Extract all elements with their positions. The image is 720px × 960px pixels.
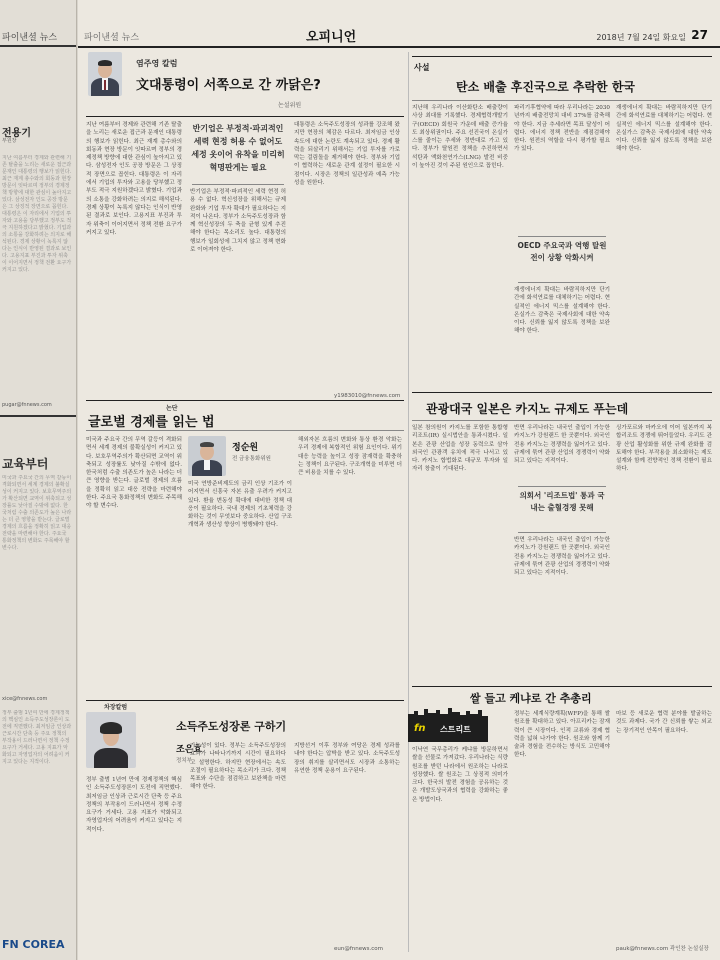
editorial2-body-a: 일본 참의원이 카지노를 포함한 통합형 리조트(IR) 실시법안을 통과시켰다. 일본은 관광 산업을 성장 동력으로 삼아 외국인 관광객 유치에 적극 나서고 있다. 카지노 합법화로 대규모 투자와 일자리 창출이 기대된다. bbox=[412, 425, 508, 473]
column1-top-rule bbox=[86, 116, 404, 117]
editorial1-top-rule bbox=[412, 56, 712, 57]
editorial2-body-c: 싱가포르와 마카오에 이어 일본까지 복합리조트 경쟁에 뛰어들었다. 우리도 관광 산업 활성화를 위한 규제 완화를 검토해야 한다. 부작용을 최소화하는 제도 설계와 함께 전향적인 정책 전환이 필요하다. bbox=[616, 425, 712, 473]
author-photo-1-hair bbox=[98, 60, 112, 66]
left-page-email-2: xice@fnnews.com bbox=[2, 696, 48, 702]
left-page-author: 전용기 bbox=[2, 128, 31, 139]
column2-title: 글로벌 경제를 읽는 법 bbox=[88, 415, 215, 430]
column3-author: 조은효 bbox=[176, 745, 203, 755]
column1-body-c: 대통령은 소득주도성장의 성과를 강조해 왔지만 현장의 체감은 다르다. 최저임금 인상 속도에 대한 논란도 계속되고 있다. 경제 활력을 되살리기 위해서는 기업 투자를 가로막는 걸림돌을 제거해야 한다. 정부와 기업이 협력하는 새로운 관계 설정이 필요한 시점이다. 시장은 정책의 일관성과 예측 가능성을 원한다. bbox=[294, 122, 400, 187]
column2-author: 정순원 bbox=[232, 443, 259, 453]
left-page-author-sub: 부원장 bbox=[2, 138, 17, 144]
editorial2-box: 의회서 '리조트법' 통과 국내는 출혈경쟁 못해 bbox=[519, 491, 605, 512]
author-photo-3-hair bbox=[100, 722, 122, 734]
fn-logo-text: 스트리트 bbox=[440, 725, 471, 734]
column1-pull-quote: 반기업은 부정적·파괴적인 세력 현정 허용 수 없어도 세정 옷이어 유착을 미리히 혁명판게는 필요 bbox=[191, 124, 285, 172]
fn-column-title: 쌀 들고 케냐로 간 추총리 bbox=[470, 692, 592, 705]
left-page-rule bbox=[0, 45, 76, 47]
masthead-section: 오피니언 bbox=[306, 30, 357, 45]
column3-body-a: 정부 출범 1년여 만에 경제정책의 핵심인 소득주도성장론이 도전에 직면했다. 최저임금 인상과 근로시간 단축 등 주요 정책의 부작용이 드러나면서 정책 수정 요구가 거세다. 고용 지표가 악화되고 자영업자의 어려움이 커지고 있다는 지적이다. bbox=[86, 777, 182, 833]
column1-body-a: 지난 여름부터 경제와 관련해 기존 탈출을 노리는 새로운 접근과 문재인 대통령의 행보가 읽힌다. 최근 재계 총수와의 회동과 현장 방문이 잇따르며 정부의 경제정책 방향에 대한 관심이 높아지고 있다. 삼성전자 인도 공장 방문은 그 상징적 장면으로 꼽힌다. 대통령은 이 자리에서 기업의 투자와 고용을 당부했고 정부도 적극 지원하겠다고 밝혔다. 기업과의 소통을 강화하려는 의지로 해석된다. 경제 상황이 녹록지 않다는 인식이 반영된 결과로 보인다. 고용지표 부진과 투자 위축이 이어지면서 정책 전환 요구가 커지고 있다. bbox=[86, 122, 182, 236]
column2-author-title: 전 금융통화위원 bbox=[232, 456, 271, 462]
fn-column-top-rule bbox=[412, 686, 712, 687]
column1-title: 文대통령이 서쪽으로 간 까닭은? bbox=[136, 78, 321, 93]
column2-kicker: 논단 bbox=[166, 405, 178, 412]
column2-body-b: 미국 연방준비제도의 금리 인상 기조가 이어지면서 신흥국 자본 유출 우려가 커지고 있다. 환율 변동성 확대에 대비한 정책 대응이 필요하다. 국내 경제의 기초체력을 강화하는 것이 무엇보다 중요하다. 산업 구조 개혁과 생산성 향상이 병행돼야 한다. bbox=[188, 481, 292, 529]
vertical-divider bbox=[408, 52, 409, 952]
author-photo-3 bbox=[86, 712, 136, 768]
author-photo-1 bbox=[88, 52, 122, 96]
masthead-paper-name: 파이낸셜 뉴스 bbox=[84, 33, 140, 43]
adjacent-page-strip bbox=[0, 0, 77, 960]
column1-email: y1983010@fnnews.com bbox=[334, 393, 401, 399]
column1-body-b: 반기업은 부정적·파괴적인 세력 현정 허용 수 없다. 혁신성장을 위해서는 규제 완화와 기업 투자 확대가 필요하다는 지적이 나온다. 정부가 소득주도성장과 함께 혁신성장의 두 축을 균형 있게 추진해야 한다는 목소리도 높다. 대통령의 행보가 일회성에 그치지 않고 정책 변화로 이어져야 한다. bbox=[190, 189, 286, 254]
fn-column-email: pauk@fnnews.com 곽인찬 논설실장 bbox=[616, 946, 709, 952]
editorial1-body-b: 파리기후협약에 따라 우리나라는 2030년까지 배출전망치 대비 37%를 감축해야 한다. 지금 추세라면 목표 달성이 어렵다. 에너지 정책 전반을 재점검해야 한다. 원전의 역할을 다시 평가할 필요가 있다. bbox=[514, 105, 610, 153]
masthead bbox=[78, 26, 720, 48]
editorial2-box-rule-top bbox=[518, 486, 606, 487]
editorial1-body-a: 지난해 우리나라 이산화탄소 배출량이 사상 최대를 기록했다. 경제협력개발기구(OECD) 회원국 가운데 배출 증가율도 최상위권이다. 주요 선진국이 온실가스를 줄이는 추세와 정반대로 가고 있다. 정부가 탈원전 정책을 추진하면서 석탄과 액화천연가스(LNG) 발전 비중이 높아진 것이 주된 원인으로 꼽힌다. bbox=[412, 105, 508, 170]
fn-column-body-c: 마보 등 새로운 협력 분야를 발굴하는 것도 과제다. 국가 간 신뢰를 쌓는 외교는 장기적인 안목이 필요하다. bbox=[616, 711, 712, 734]
masthead-date: 2018년 7월 24일 화요일 bbox=[596, 33, 686, 42]
left-page-rule-2 bbox=[0, 415, 76, 417]
column3-email: eun@fnnews.com bbox=[334, 946, 384, 952]
editorial1-box-rule-top bbox=[518, 236, 606, 237]
left-page-text-c: 정부 출범 1년여 만에 경제정책의 핵심인 소득주도성장론이 도전에 직면했다. 최저임금 인상과 근로시간 단축 등 주요 정책의 부작용이 드러나면서 정책 수정 요구가 거세다. 고용 지표가 악화되고 자영업자의 어려움이 커지고 있다는 지적이다. bbox=[2, 710, 72, 765]
column2-body-a: 미국과 주요국 간의 무역 갈등이 격화되면서 세계 경제의 불확실성이 커지고 있다. 보호무역주의가 확산되면 교역이 위축되고 성장률도 낮아질 수밖에 없다. 한국처럼 수출 의존도가 높은 나라는 더 큰 영향을 받는다. 글로벌 경제의 흐름을 정확히 읽고 대응 전략을 마련해야 한다. 주요국 통화정책의 변화도 주목해야 할 변수다. bbox=[86, 437, 182, 510]
column1-kicker: 염주영 칼럼 bbox=[136, 59, 178, 68]
editorial2-box-rule-bottom bbox=[518, 532, 606, 533]
column3-author-title: 정치부 bbox=[176, 758, 192, 764]
fn-logo-mark: fn bbox=[414, 723, 426, 734]
fn-column-body-a: 이낙연 국무총리가 케냐를 방문하면서 쌀을 선물로 가져갔다. 우리나라는 식량 원조를 받던 나라에서 원조하는 나라로 성장했다. 쌀 원조는 그 상징적 의미가 크다. 한국의 발전 경험을 공유하는 것은 개발도상국과의 협력을 강화하는 좋은 방법이다. bbox=[412, 747, 508, 803]
author-photo-2-shirt bbox=[204, 460, 210, 470]
left-page-text-b: 미국과 주요국 간의 무역 갈등이 격화되면서 세계 경제의 불확실성이 커지고 있다. 보호무역주의가 확산되면 교역이 위축되고 성장률도 낮아질 수밖에 없다. 한국처럼 수출 의존도가 높은 나라는 더 큰 영향을 받는다. 글로벌 경제의 흐름을 정확히 읽고 대응 전략을 마련해야 한다. 주요국 통화정책의 변화도 주목해야 할 변수다. bbox=[2, 475, 72, 551]
author-photo-3-jacket bbox=[94, 748, 128, 768]
column2-top-rule bbox=[86, 400, 404, 401]
masthead-page-number: 27 bbox=[691, 28, 708, 42]
left-page-title: 교육부터 bbox=[2, 457, 49, 471]
left-page-logo: FN COREA bbox=[2, 938, 65, 951]
column3-kicker: 차장칼럼 bbox=[104, 704, 128, 711]
column3-title: 소득주도성장론 구하기 bbox=[176, 720, 287, 733]
fn-street-logo bbox=[408, 716, 488, 742]
editorial1-body-b2: 재생에너지 확대는 바람직하지만 단기간에 화석연료를 대체하기는 어렵다. 현실적인 에너지 믹스를 설계해야 한다. 온실가스 감축은 국제사회에 대한 약속이다. 신뢰를 잃지 않도록 정책을 보완해야 한다. bbox=[514, 287, 610, 335]
newspaper-page bbox=[78, 0, 720, 960]
left-page-text-a: 지난 여름부터 경제와 관련해 기존 탈출을 노리는 새로운 접근과 문재인 대통령의 행보가 읽힌다. 최근 재계 총수와의 회동과 현장 방문이 잇따르며 정부의 경제정책 방향에 대한 관심이 높아지고 있다. 삼성전자 인도 공장 방문은 그 상징적 장면으로 꼽힌다. 대통령은 이 자리에서 기업의 투자와 고용을 당부했고 정부도 적극 지원하겠다고 밝혔다. 기업과의 소통을 강화하려는 의지로 해석된다. 경제 상황이 녹록지 않다는 인식이 반영된 결과로 보인다. 고용지표 부진과 투자 위축이 이어지면서 정책 전환 요구가 커지고 있다. bbox=[2, 155, 72, 273]
author-photo-1-tie bbox=[104, 80, 106, 90]
author-photo-2-hair bbox=[200, 442, 214, 447]
column3-body-c: 지방선거 이후 정부와 여당은 경제 성과를 내야 한다는 압박을 받고 있다. 소득주도성장의 취지를 살리면서도 시장과 소통하는 유연한 정책 운용이 요구된다. bbox=[294, 743, 400, 774]
column1-byline: 논설위원 bbox=[278, 102, 302, 109]
editorial2-top-rule bbox=[412, 392, 712, 393]
editorial1-box: OECD 주요국과 역행 탈원전이 상황 악화시켜 bbox=[517, 241, 607, 262]
editorial2-body-b-top: 반면 우리나라는 내국인 출입이 가능한 카지노가 강원랜드 한 곳뿐이다. 외국인 전용 카지노는 경쟁력을 잃어가고 있다. 규제에 묶여 관광 산업의 경쟁력이 약화되고 있다는 지적이다. bbox=[514, 425, 610, 465]
editorial2-title-rule bbox=[412, 420, 712, 421]
editorial1-kicker: 사설 bbox=[414, 63, 430, 72]
left-page-email-1: pugar@fnnews.com bbox=[2, 402, 52, 408]
column2-title-rule bbox=[86, 430, 404, 431]
editorial1-box-rule-bottom bbox=[518, 282, 606, 283]
editorial1-title: 탄소 배출 후진국으로 추락한 한국 bbox=[456, 80, 636, 94]
editorial1-title-rule bbox=[412, 100, 712, 101]
left-page-header: 파이낸셜 뉴스 bbox=[2, 33, 58, 43]
fn-column-body-b: 정부는 세계식량계획(WFP)을 통해 쌀 원조를 확대하고 있다. 아프리카는 잠재력이 큰 시장이다. 인적 교류와 경제 협력을 넓혀 나가야 한다. 원조와 함께 기술과 경험을 전수하는 방식도 고민해야 한다. bbox=[514, 711, 610, 759]
pull-quote-rule bbox=[192, 184, 284, 185]
author-photo-2 bbox=[188, 436, 226, 476]
column2-body-c: 해외자본 흐름의 변화와 통상 환경 악화는 우리 경제에 복합적인 위험 요인이다. 위기 대응 능력을 높이고 성장 잠재력을 확충하는 정책이 요구된다. 구조개혁을 미루면 더 큰 비용을 치를 수 있다. bbox=[298, 437, 402, 477]
editorial2-title: 관광대국 일본은 카지노 규제도 푸는데 bbox=[426, 402, 629, 416]
column3-top-rule bbox=[86, 700, 404, 701]
editorial1-body-c: 재생에너지 확대는 바람직하지만 단기간에 화석연료를 대체하기는 어렵다. 현실적인 에너지 믹스를 설계해야 한다. 온실가스 감축은 국제사회에 대한 약속이다. 신뢰를 잃지 않도록 정책을 보완해야 한다. bbox=[616, 105, 712, 153]
column3-body-b: 가능성이 있다. 정부는 소득주도성장의 효과가 나타나기까지 시간이 필요하다고 설명한다. 하지만 현장에서는 속도 조절이 필요하다는 목소리가 크다. 정책 목표와 수단을 점검하고 보완책을 마련해야 한다. bbox=[190, 743, 286, 791]
editorial2-body-b: 반면 우리나라는 내국인 출입이 가능한 카지노가 강원랜드 한 곳뿐이다. 외국인 전용 카지노는 경쟁력을 잃어가고 있다. 규제에 묶여 관광 산업의 경쟁력이 약화되고 있다는 지적이다. bbox=[514, 537, 610, 577]
